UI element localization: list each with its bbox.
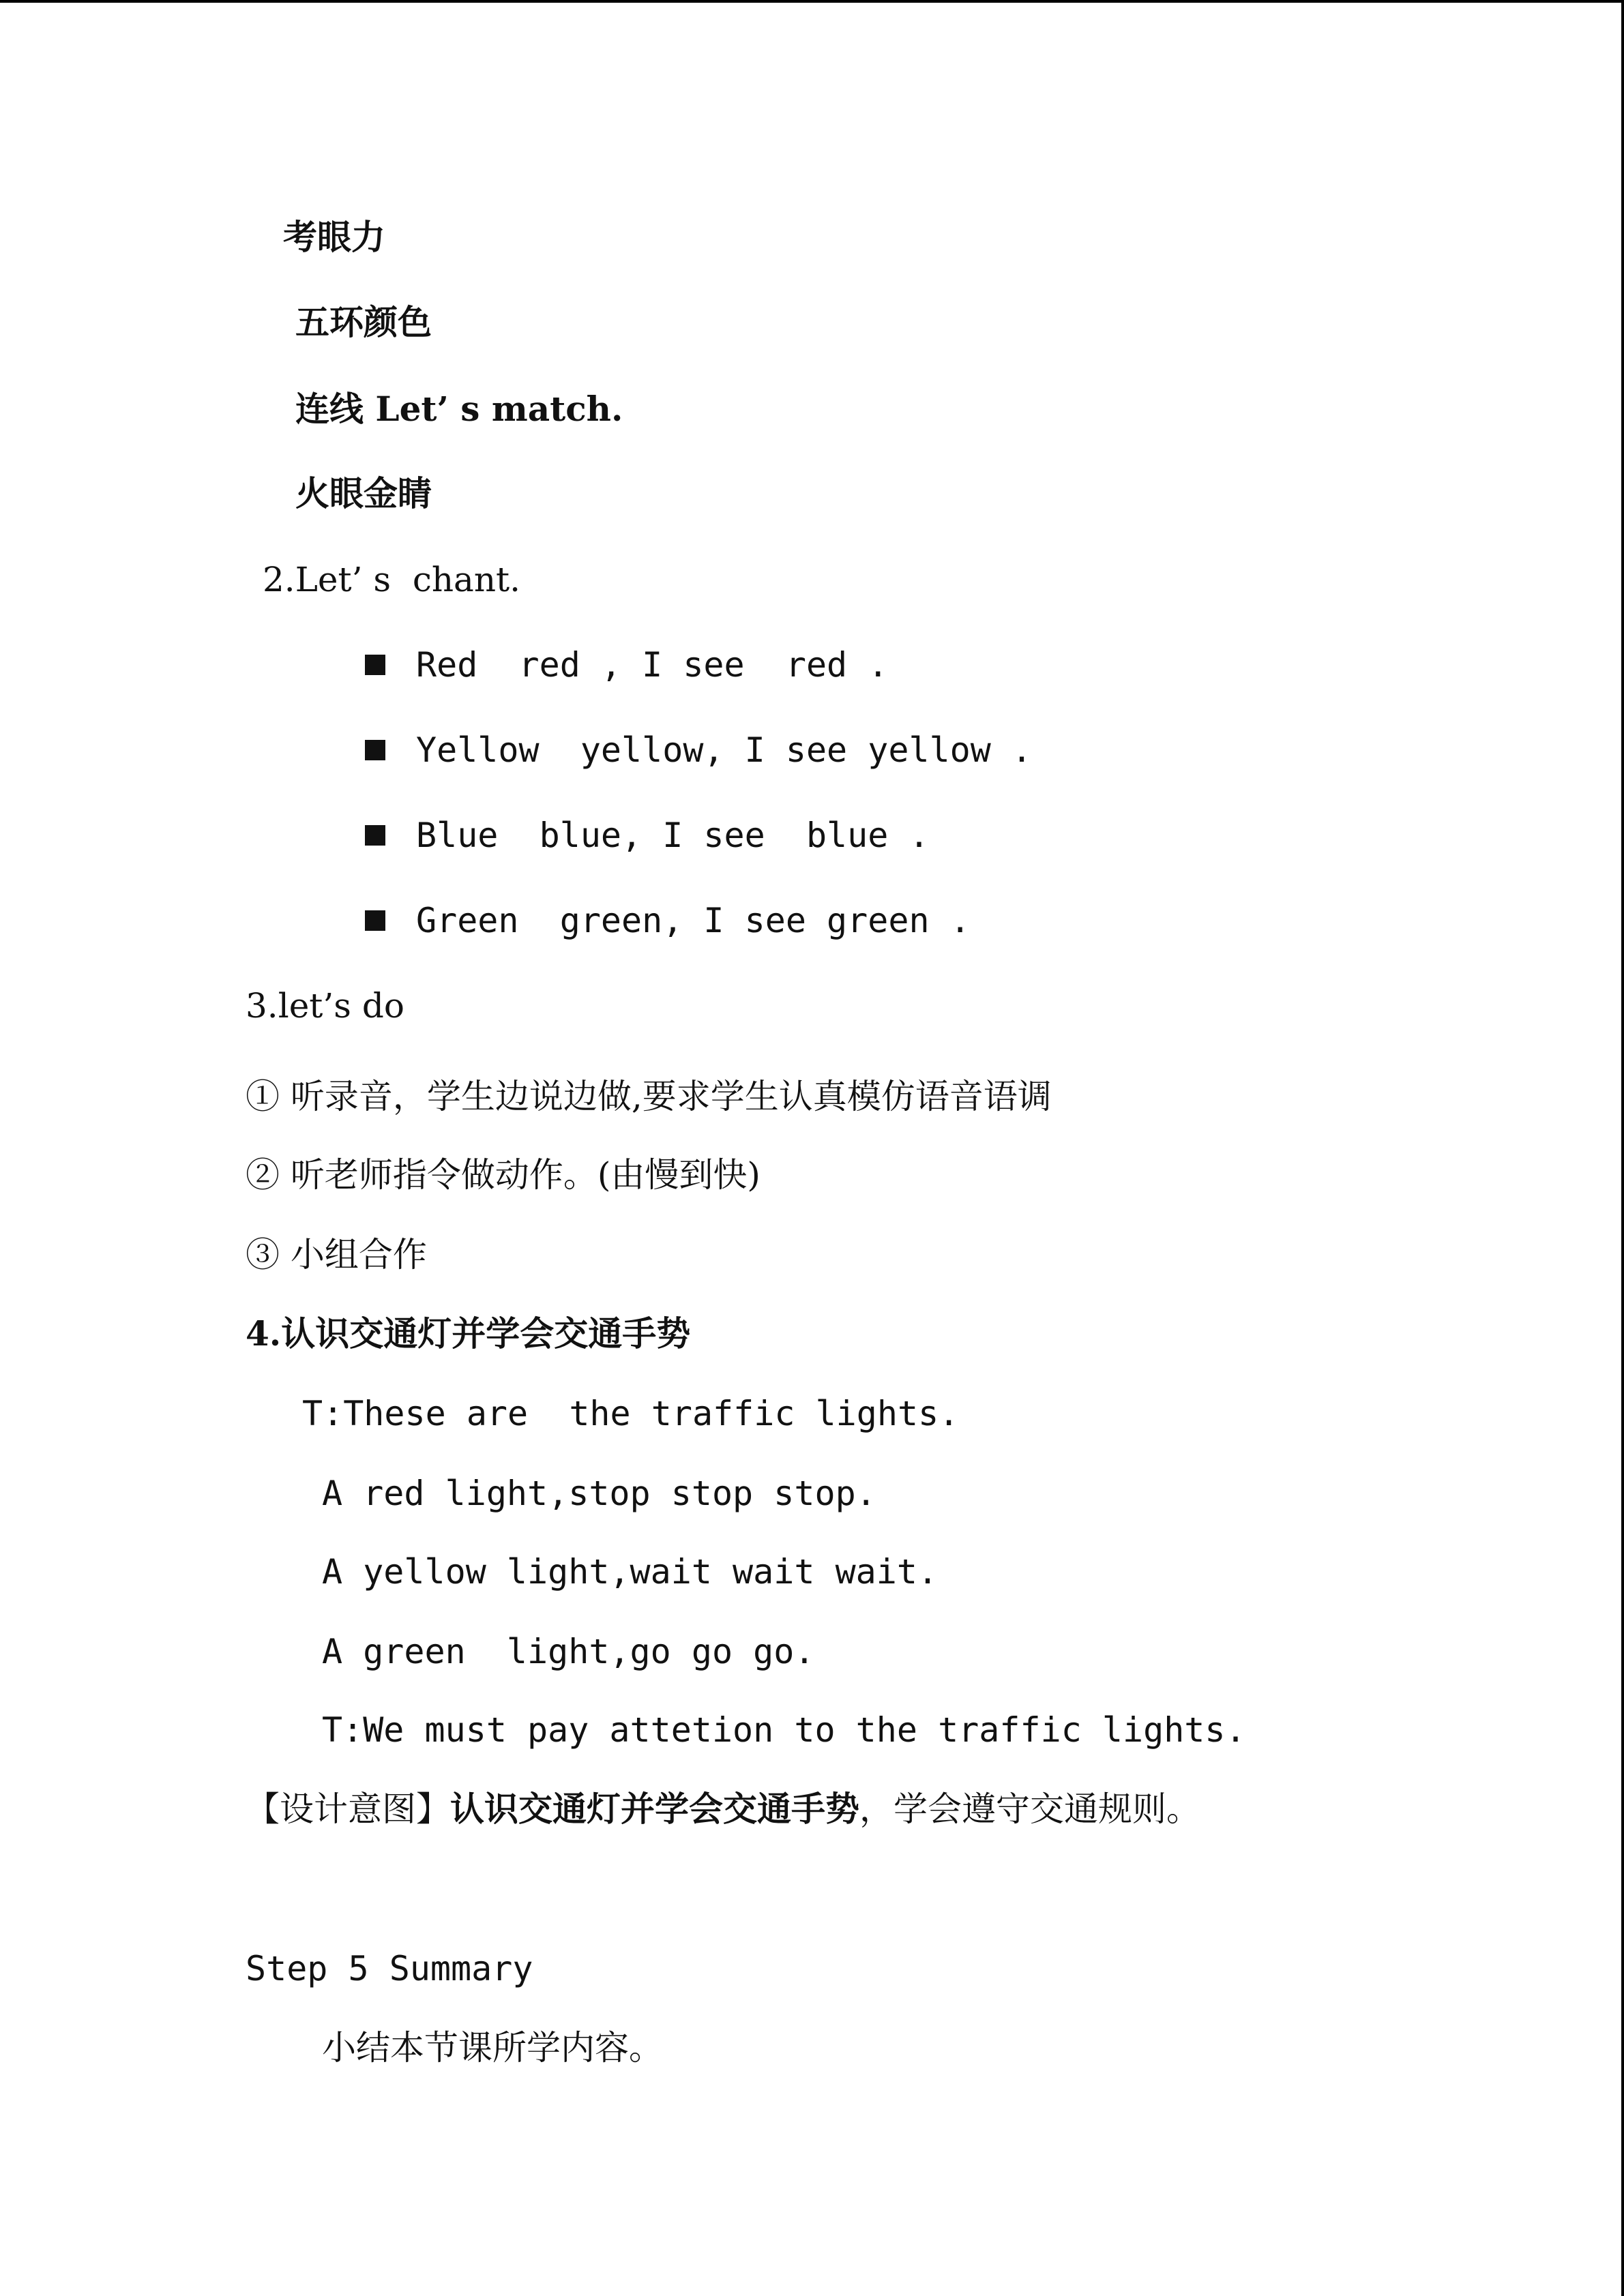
traffic-line: A yellow light,wait wait wait. — [322, 1552, 939, 1592]
do-title: 3.let’s do — [246, 986, 404, 1026]
eye-test-title: 考眼力 — [283, 217, 385, 257]
do-step: ① 听录音，学生边说边做,要求学生认真模仿语音语调 — [246, 1077, 1052, 1116]
traffic-line: A green light,go go go. — [322, 1632, 815, 1671]
chant-title: 2.Let’ s chant. — [263, 560, 521, 599]
traffic-title: 4.认识交通灯并学会交通手势 — [246, 1313, 691, 1354]
chant-line: Red red , I see red . — [416, 645, 889, 685]
do-step: ② 听老师指令做动作。(由慢到快) — [246, 1155, 761, 1195]
bullet-square-icon — [365, 910, 385, 931]
design-intent — [246, 1789, 1200, 1830]
design-intent-label: 【设计意图】 — [246, 1789, 450, 1829]
summary-text: 小结本节课所学内容。 — [322, 2028, 663, 2068]
bullet-square-icon — [365, 825, 385, 846]
traffic-line: T:We must pay attetion to the traffic lights. — [322, 1710, 1246, 1750]
summary-title: Step 5 Summary — [246, 1949, 533, 1988]
match-item: 连线 Let’ s match. — [295, 389, 623, 429]
chant-line: Yellow yellow, I see yellow . — [416, 730, 1033, 770]
sharp-eyes-item: 火眼金睛 — [295, 473, 432, 513]
bullet-square-icon — [365, 655, 385, 675]
traffic-line: T:These are the traffic lights. — [302, 1394, 960, 1433]
rings-colors-item: 五环颜色 — [295, 302, 432, 342]
chant-line: Green green, I see green . — [416, 901, 971, 940]
do-step: ③ 小组合作 — [246, 1235, 427, 1274]
page-border-right — [1621, 0, 1624, 2296]
design-intent-rest: ，学会遵守交通规则。 — [859, 1789, 1200, 1829]
page-border-top — [0, 0, 1624, 3]
chant-line: Blue blue, I see blue . — [416, 816, 930, 855]
bullet-square-icon — [365, 740, 385, 760]
traffic-line: A red light,stop stop stop. — [322, 1474, 876, 1513]
design-intent-bold: 认识交通灯并学会交通手势 — [450, 1789, 859, 1829]
